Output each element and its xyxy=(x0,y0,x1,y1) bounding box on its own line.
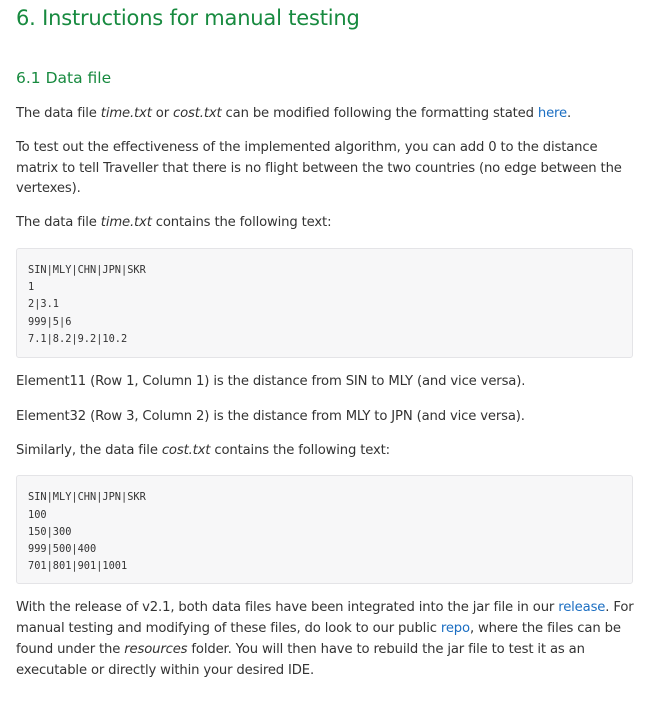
code-text xyxy=(28,262,621,348)
filename-time: time.txt xyxy=(100,106,152,121)
paragraph-data-file-intro xyxy=(16,104,641,125)
text-segment: . xyxy=(567,106,572,121)
paragraph-cost-contents xyxy=(16,441,641,462)
code-text xyxy=(28,489,621,575)
code-line: 999|5|6 xyxy=(28,315,72,328)
code-line: SIN|MLY|CHN|JPN|SKR xyxy=(28,263,146,276)
code-block-cost xyxy=(16,475,633,584)
section-heading: 6. Instructions for manual testing xyxy=(16,6,360,30)
folder-name-resources: resources xyxy=(124,641,188,657)
text-segment: The data file xyxy=(16,106,101,121)
code-line: 999|500|400 xyxy=(28,542,97,555)
subsection-heading: 6.1 Data file xyxy=(16,69,112,87)
text-segment: contains the following text: xyxy=(151,215,332,231)
text-segment: With the release of v2.1, both data files have been integrated into the jar file in our xyxy=(16,600,559,616)
text-segment: , where the files can be found under the xyxy=(16,621,621,657)
paragraph-effectiveness: To test out the effectiveness of the implemented algorithm, you can add 0 to the distance matrix to tell Traveller that there is no flight between the two countries (no edge between the vertexes). xyxy=(16,139,622,197)
text-segment: contains the following text: xyxy=(210,442,390,458)
text-segment: can be modified following the formatting stated xyxy=(221,106,538,121)
paragraph-element11: Element11 (Row 1, Column 1) is the distance from SIN to MLY (and vice versa). xyxy=(16,373,526,389)
document-page xyxy=(0,6,657,682)
text-segment: The data file xyxy=(16,215,101,231)
code-line: 100 xyxy=(28,508,47,521)
text-segment: folder. You will then have to rebuild the jar file to test it as an executable or directly within your desired IDE. xyxy=(16,641,585,678)
paragraph-time-contents xyxy=(16,213,641,234)
text-segment: . For manual testing and modifying of these files, do look to our public xyxy=(16,600,634,637)
repo-link[interactable]: repo xyxy=(440,621,470,637)
filename-cost: cost.txt xyxy=(173,106,222,121)
code-line: 701|801|901|1001 xyxy=(28,560,128,573)
here-link[interactable]: here xyxy=(537,106,568,121)
code-line: 7.1|8.2|9.2|10.2 xyxy=(28,332,128,345)
code-line: 1 xyxy=(28,281,35,294)
code-line: SIN|MLY|CHN|JPN|SKR xyxy=(28,491,146,504)
paragraph-release-info xyxy=(16,598,641,681)
paragraph-element32: Element32 (Row 3, Column 2) is the distance from MLY to JPN (and vice versa). xyxy=(16,408,525,424)
release-link[interactable]: release xyxy=(558,600,606,616)
code-line: 150|300 xyxy=(28,525,72,538)
text-segment: or xyxy=(151,106,174,121)
code-line: 2|3.1 xyxy=(28,298,59,311)
code-block-time xyxy=(16,248,633,358)
text-segment: Similarly, the data file xyxy=(16,442,162,458)
filename-cost: cost.txt xyxy=(161,442,211,458)
filename-time: time.txt xyxy=(100,215,152,231)
